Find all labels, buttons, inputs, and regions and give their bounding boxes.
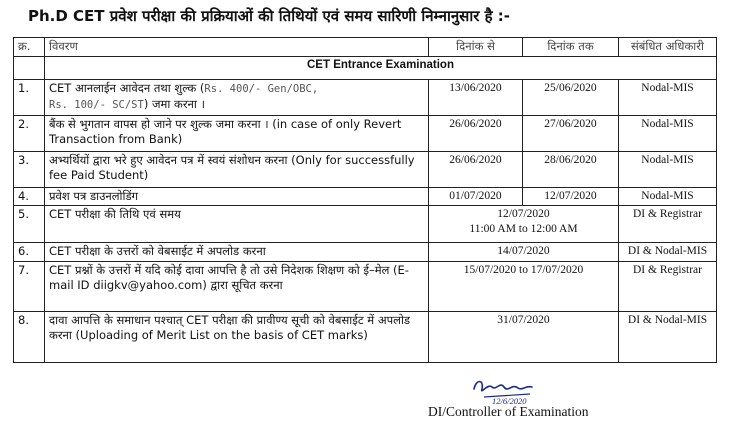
authority: Nodal-MIS bbox=[619, 80, 717, 116]
row-detail: बैंक से भुगतान वापस हो जाने पर शुल्क जमा करना । (in case of only Revert Transaction from Bank) bbox=[45, 116, 429, 152]
authority: DI & Registrar bbox=[619, 262, 717, 312]
row-number: 3. bbox=[14, 152, 45, 188]
authority: Nodal-MIS bbox=[619, 152, 717, 188]
section-title: CET Entrance Examination bbox=[45, 57, 717, 80]
row-number: 4. bbox=[14, 188, 45, 206]
row-detail: CET परीक्षा की तिथि एवं समय bbox=[45, 206, 429, 243]
row-number: 2. bbox=[14, 116, 45, 152]
table-row bbox=[14, 80, 717, 116]
row-detail-text: ) जमा करना । bbox=[143, 97, 205, 111]
row-number: 5. bbox=[14, 206, 45, 243]
row-detail: दावा आपत्ति के समाधान पश्चात् CET परीक्षा की प्रावीण्य सूची को वेबसाईट में अपलोड करना (Uploading of Merit List on the basis of CET marks) bbox=[45, 312, 429, 363]
table-header-row bbox=[14, 38, 717, 57]
date-from: 26/06/2020 bbox=[429, 116, 523, 152]
authority: DI & Registrar bbox=[619, 206, 717, 243]
date-to: 12/07/2020 bbox=[523, 188, 619, 206]
col-details-header: विवरण bbox=[45, 38, 429, 57]
authority: DI & Nodal-MIS bbox=[619, 312, 717, 363]
row-date: 14/07/2020 bbox=[429, 243, 619, 262]
row-number: 7. bbox=[14, 262, 45, 312]
signature-date: 12/6/2020 bbox=[492, 396, 527, 405]
row-date: 15/07/2020 to 17/07/2020 bbox=[429, 262, 619, 312]
table-row bbox=[14, 152, 717, 188]
table-row bbox=[14, 206, 717, 243]
signatory-title: DI/Controller of Examination bbox=[428, 404, 589, 419]
row-number: 1. bbox=[14, 80, 45, 116]
table-row bbox=[14, 116, 717, 152]
row-number: 6. bbox=[14, 243, 45, 262]
fee-general: Rs. 400/- Gen/OBC, bbox=[204, 83, 319, 95]
row-detail: अभ्यर्थियों द्वारा भरे हुए आवेदन पत्र में स्वयं संशोधन करना (Only for successfully fee Paid Student) bbox=[45, 152, 429, 188]
authority: Nodal-MIS bbox=[619, 116, 717, 152]
section-title-row bbox=[14, 57, 717, 80]
table-row bbox=[14, 312, 717, 363]
fee-sc-st: Rs. 100/- SC/ST bbox=[49, 99, 144, 111]
authority: Nodal-MIS bbox=[619, 188, 717, 206]
date-from: 26/06/2020 bbox=[429, 152, 523, 188]
table-row bbox=[14, 262, 717, 312]
exam-time: 11:00 AM to 12:00 AM bbox=[469, 223, 578, 235]
date-from: 01/07/2020 bbox=[429, 188, 523, 206]
date-from: 13/06/2020 bbox=[429, 80, 523, 116]
schedule-table bbox=[13, 37, 717, 363]
row-number: 8. bbox=[14, 312, 45, 363]
table-row bbox=[14, 188, 717, 206]
col-from-header: दिनांक से bbox=[429, 38, 523, 57]
row-detail: CET प्रश्नों के उत्तरों में यदि कोई दावा आपत्ति है तो उसे निदेशक शिक्षण को ई–मेल (E-mail ID diigkv@yahoo.com) द्वारा सूचित करना bbox=[45, 262, 429, 312]
row-detail: CET परीक्षा के उत्तरों को वेबसाईट में अपलोड करना bbox=[45, 243, 429, 262]
exam-schedule bbox=[429, 206, 619, 243]
document-heading: Ph.D CET प्रवेश परीक्षा की प्रक्रियाओं की तिथियों एवं समय सारिणी निम्नानुसार है :- bbox=[28, 7, 510, 25]
row-detail-text: CET आनलाईन आवेदन तथा शुल्क ( bbox=[49, 81, 205, 95]
authority: DI & Nodal-MIS bbox=[619, 243, 717, 262]
col-authority-header: संबंधित अधिकारी bbox=[619, 38, 717, 57]
date-to: 25/06/2020 bbox=[523, 80, 619, 116]
table-row bbox=[14, 243, 717, 262]
handwritten-signature bbox=[470, 375, 550, 405]
row-detail bbox=[45, 80, 429, 116]
col-sno-header: क्र. bbox=[14, 38, 45, 57]
exam-date: 12/07/2020 bbox=[497, 208, 550, 220]
row-date: 31/07/2020 bbox=[429, 312, 619, 363]
col-to-header: दिनांक तक bbox=[523, 38, 619, 57]
date-to: 27/06/2020 bbox=[523, 116, 619, 152]
date-to: 28/06/2020 bbox=[523, 152, 619, 188]
row-detail: प्रवेश पत्र डाउनलोडिंग bbox=[45, 188, 429, 206]
